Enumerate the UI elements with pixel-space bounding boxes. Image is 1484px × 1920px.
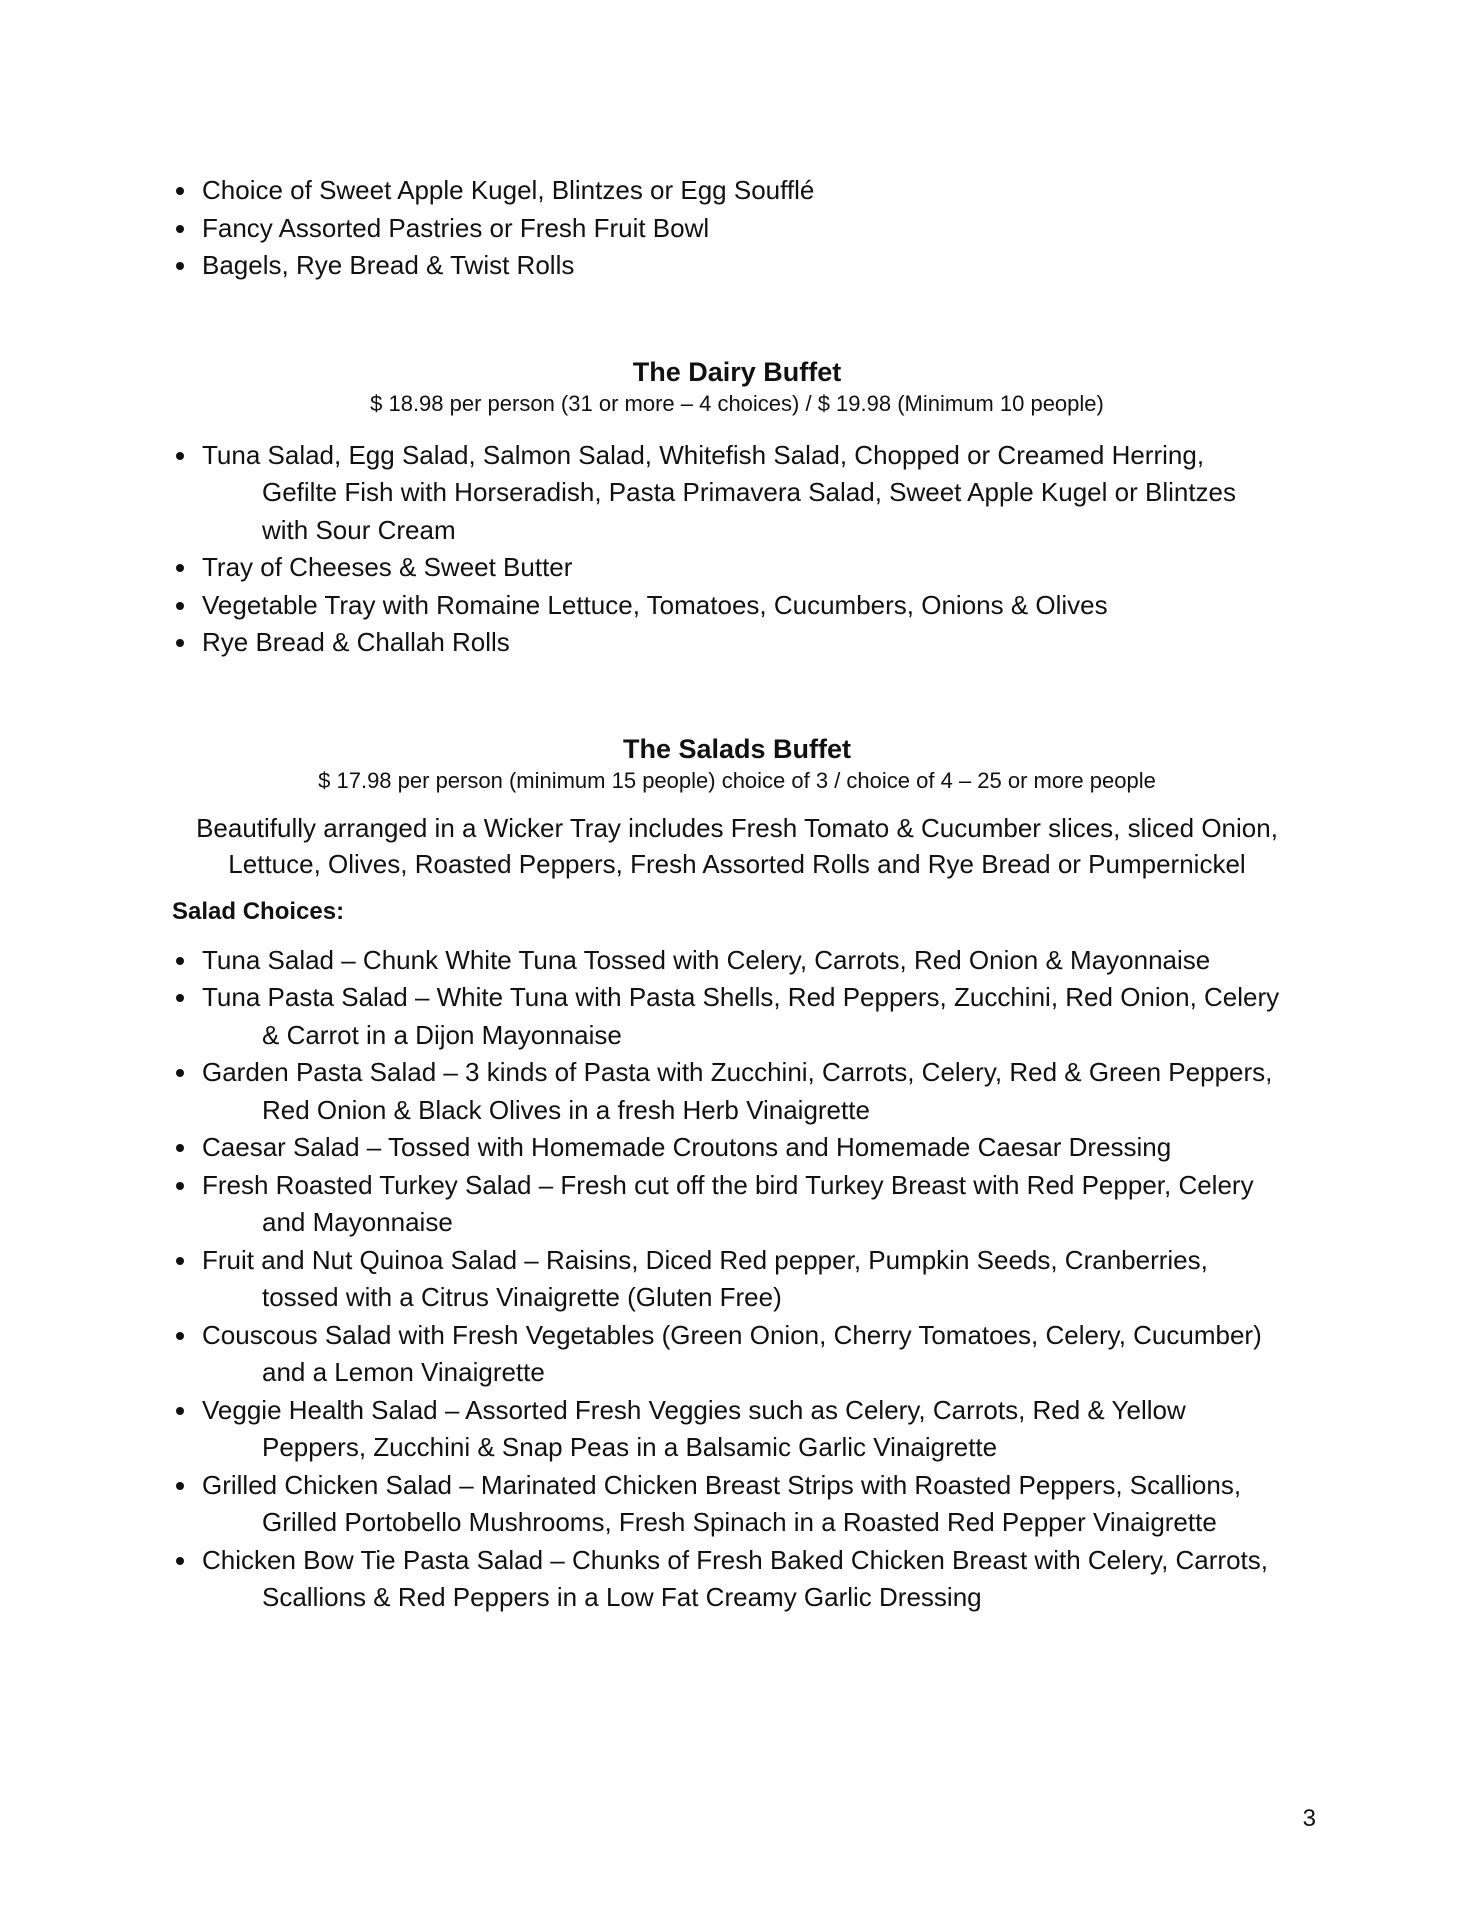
bullet-dot-icon <box>176 957 184 965</box>
bullet-dot-icon <box>176 225 184 233</box>
list-item <box>172 549 1322 587</box>
list-item-text: Grilled Chicken Salad – Marinated Chicken Breast Strips with Roasted Peppers, Scallions, <box>202 1469 1242 1500</box>
list-item-text: Bagels, Rye Bread & Twist Rolls <box>202 250 575 280</box>
list-item-continuation: Scallions & Red Peppers in a Low Fat Creamy Garlic Dressing <box>262 1582 982 1612</box>
list-item-text: Tuna Salad, Egg Salad, Salmon Salad, Whitefish Salad, Chopped or Creamed Herring, <box>202 439 1205 470</box>
top-list <box>172 172 1322 285</box>
page-number: 3 <box>1302 1805 1316 1832</box>
page-content <box>172 172 1322 1617</box>
list-item-text: Tuna Pasta Salad – White Tuna with Pasta Shells, Red Peppers, Zucchini, Red Onion, Celery <box>202 982 1280 1012</box>
bullet-dot-icon <box>176 1557 184 1565</box>
list-item <box>172 1054 1322 1129</box>
list-item <box>172 624 1322 662</box>
list-item-continuation: and Mayonnaise <box>262 1207 453 1237</box>
dairy-buffet-list <box>172 437 1322 662</box>
salads-buffet-title: The Salads Buffet <box>622 733 852 764</box>
list-item <box>172 210 1322 248</box>
bullet-dot-icon <box>176 1069 184 1077</box>
list-item <box>172 1542 1322 1617</box>
bullet-dot-icon <box>176 564 184 572</box>
list-item-text: Veggie Health Salad – Assorted Fresh Veggies such as Celery, Carrots, Red & Yellow <box>202 1394 1186 1425</box>
list-item-text: Fancy Assorted Pastries or Fresh Fruit Bowl <box>202 212 710 243</box>
salads-description-line: Beautifully arranged in a Wicker Tray includes Fresh Tomato & Cucumber slices, sliced Onion, <box>196 812 1278 843</box>
bullet-dot-icon <box>176 452 184 460</box>
list-item-text: Rye Bread & Challah Rolls <box>202 627 510 657</box>
list-item-text: Fruit and Nut Quinoa Salad – Raisins, Diced Red pepper, Pumpkin Seeds, Cranberries, <box>202 1244 1208 1275</box>
salad-choices-heading: Salad Choices: <box>172 897 345 925</box>
list-item <box>172 437 1322 550</box>
bullet-dot-icon <box>176 994 184 1002</box>
list-item <box>172 1392 1322 1467</box>
bullet-dot-icon <box>176 1407 184 1415</box>
bullet-dot-icon <box>176 1257 184 1265</box>
list-item-text: Couscous Salad with Fresh Vegetables (Green Onion, Cherry Tomatoes, Celery, Cucumber) <box>202 1319 1262 1350</box>
list-item <box>172 1467 1322 1542</box>
list-item-text: Caesar Salad – Tossed with Homemade Croutons and Homemade Caesar Dressing <box>202 1132 1172 1162</box>
list-item-continuation: Gefilte Fish with Horseradish, Pasta Primavera Salad, Sweet Apple Kugel or Blintzes <box>262 477 1237 507</box>
list-item <box>172 1129 1322 1167</box>
dairy-buffet-price: $ 18.98 per person (31 or more – 4 choices) / $ 19.98 (Minimum 10 people) <box>370 390 1104 416</box>
bullet-dot-icon <box>176 1332 184 1340</box>
bullet-dot-icon <box>176 1182 184 1190</box>
list-item-continuation: tossed with a Citrus Vinaigrette (Gluten Free) <box>262 1282 782 1312</box>
list-item-text: Choice of Sweet Apple Kugel, Blintzes or Egg Soufflé <box>202 175 815 205</box>
list-item-continuation: Peppers, Zucchini & Snap Peas in a Balsamic Garlic Vinaigrette <box>262 1432 998 1462</box>
list-item <box>172 1242 1322 1317</box>
dairy-buffet-title: The Dairy Buffet <box>632 356 842 387</box>
list-item-text: Fresh Roasted Turkey Salad – Fresh cut off the bird Turkey Breast with Red Pepper, Celery <box>202 1169 1254 1200</box>
list-item <box>172 247 1322 285</box>
salad-choices-list <box>172 942 1322 1617</box>
bullet-dot-icon <box>176 1144 184 1152</box>
list-item-continuation: Red Onion & Black Olives in a fresh Herb Vinaigrette <box>262 1094 870 1125</box>
list-item-text: Tray of Cheeses & Sweet Butter <box>202 552 573 582</box>
list-item-text: Garden Pasta Salad – 3 kinds of Pasta with Zucchini, Carrots, Celery, Red & Green Peppers, <box>202 1057 1273 1087</box>
bullet-dot-icon <box>176 187 184 195</box>
list-item-text: Tuna Salad – Chunk White Tuna Tossed with Celery, Carrots, Red Onion & Mayonnaise <box>202 944 1211 975</box>
list-item <box>172 1317 1322 1392</box>
list-item <box>172 587 1322 625</box>
list-item-continuation: Grilled Portobello Mushrooms, Fresh Spinach in a Roasted Red Pepper Vinaigrette <box>262 1507 1217 1537</box>
bullet-dot-icon <box>176 1482 184 1490</box>
list-item <box>172 979 1322 1054</box>
list-item-text: Vegetable Tray with Romaine Lettuce, Tomatoes, Cucumbers, Onions & Olives <box>202 589 1108 620</box>
bullet-dot-icon <box>176 262 184 270</box>
list-item-continuation: with Sour Cream <box>262 514 456 545</box>
list-item <box>172 1167 1322 1242</box>
salads-buffet-description <box>172 810 1302 882</box>
list-item-continuation: & Carrot in a Dijon Mayonnaise <box>262 1019 622 1050</box>
bullet-dot-icon <box>176 639 184 647</box>
list-item-text: Chicken Bow Tie Pasta Salad – Chunks of Fresh Baked Chicken Breast with Celery, Carrots, <box>202 1544 1268 1575</box>
salads-description-line: Lettuce, Olives, Roasted Peppers, Fresh Assorted Rolls and Rye Bread or Pumpernickel <box>228 848 1246 879</box>
salads-buffet-price: $ 17.98 per person (minimum 15 people) choice of 3 / choice of 4 – 25 or more people <box>318 767 1156 793</box>
list-item-continuation: and a Lemon Vinaigrette <box>262 1357 545 1387</box>
bullet-dot-icon <box>176 602 184 610</box>
list-item <box>172 172 1322 210</box>
list-item <box>172 942 1322 980</box>
